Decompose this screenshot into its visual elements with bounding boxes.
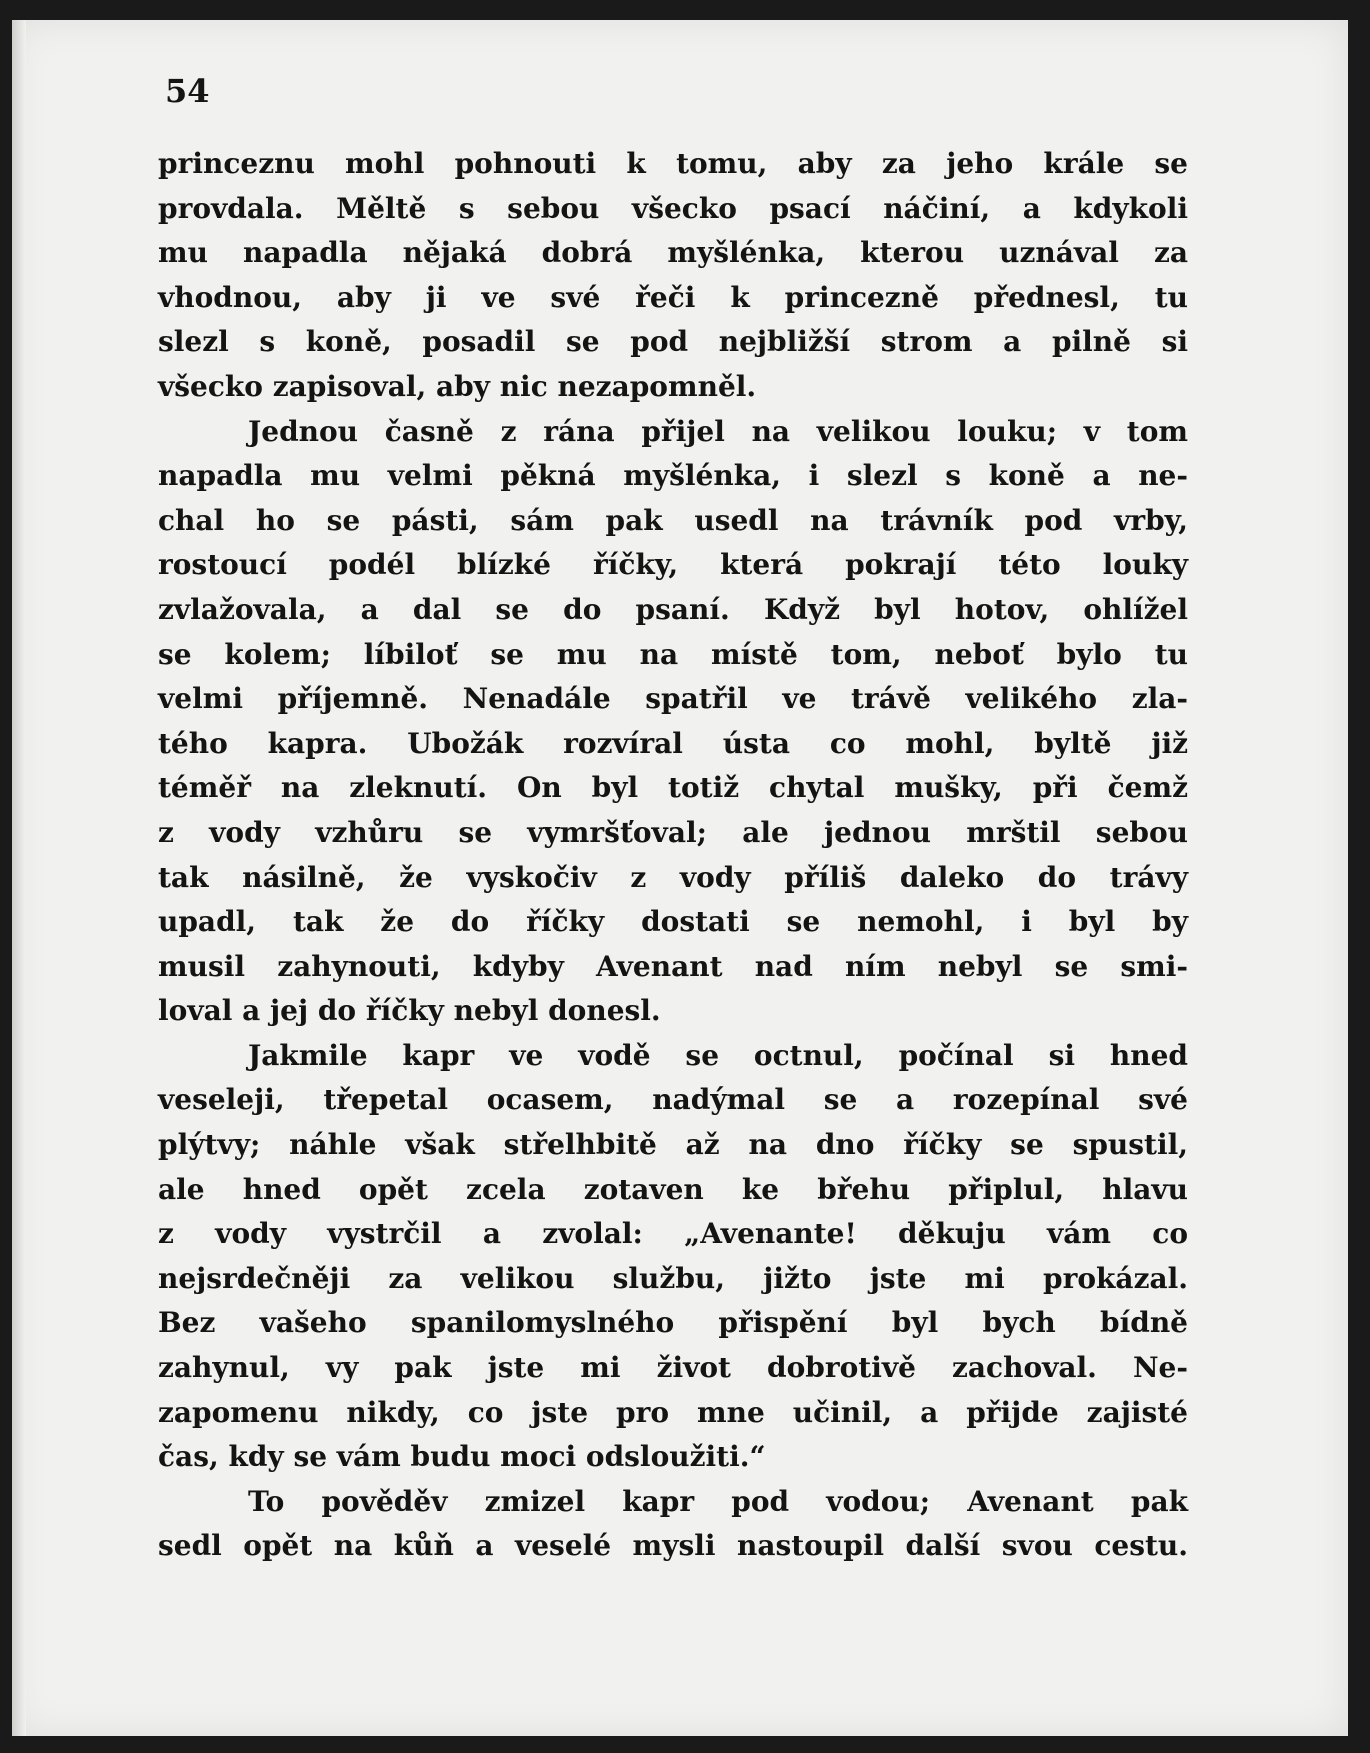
text-line: Jakmile kapr ve vodě se octnul, počínal si hned bbox=[248, 1038, 1188, 1072]
text-line: se kolem; líbiloť se mu na místě tom, neboť bylo tu bbox=[158, 637, 1188, 671]
page-edge-shadow bbox=[12, 20, 26, 1736]
text-line: To pověděv zmizel kapr pod vodou; Avenant pak bbox=[248, 1484, 1188, 1518]
text-line: zapomenu nikdy, co jste pro mne učinil, a přijde zajisté bbox=[158, 1395, 1188, 1429]
text-line: slezl s koně, posadil se pod nejbližší strom a pilně si bbox=[158, 325, 1188, 359]
text-line: tak násilně, že vyskočiv z vody příliš daleko do trávy bbox=[158, 860, 1188, 894]
text-line: čas, kdy se vám budu moci odsloužiti.“ bbox=[158, 1440, 766, 1474]
text-line: zahynul, vy pak jste mi život dobrotivě zachoval. Ne- bbox=[158, 1351, 1188, 1385]
text-line: vhodnou, aby ji ve své řeči k princezně přednesl, tu bbox=[158, 280, 1188, 314]
text-line: tého kapra. Ubožák rozvíral ústa co mohl, byltě již bbox=[158, 726, 1188, 760]
text-line: chal ho se pásti, sám pak usedl na trávník pod vrby, bbox=[158, 503, 1188, 537]
text-line: všecko zapisoval, aby nic nezapomněl. bbox=[158, 369, 757, 403]
text-line: nejsrdečněji za velikou službu, jižto jste mi prokázal. bbox=[158, 1261, 1188, 1295]
text-line: rostoucí podél blízké říčky, která pokrají této louky bbox=[158, 548, 1188, 582]
page-number: 54 bbox=[165, 72, 210, 110]
text-line: plýtvy; náhle však střelhbitě až na dno říčky se spustil, bbox=[158, 1128, 1188, 1162]
text-line: loval a jej do říčky nebyl donesl. bbox=[158, 994, 661, 1028]
text-line: musil zahynouti, kdyby Avenant nad ním nebyl se smi- bbox=[158, 949, 1188, 983]
text-line: veseleji, třepetal ocasem, nadýmal se a rozepínal své bbox=[158, 1083, 1188, 1117]
text-line: mu napadla nějaká dobrá myšlénka, kterou uznával za bbox=[158, 236, 1188, 270]
text-line: z vody vzhůru se vymršťoval; ale jednou mrštil sebou bbox=[158, 815, 1188, 849]
text-line: upadl, tak že do říčky dostati se nemohl, i byl by bbox=[158, 905, 1188, 939]
text-line: velmi příjemně. Nenadále spatřil ve trávě velikého zla- bbox=[158, 682, 1188, 716]
body-text bbox=[158, 142, 1188, 1569]
text-line: z vody vystrčil a zvolal: „Avenante! děkuju vám co bbox=[158, 1217, 1188, 1251]
text-line: téměř na zleknutí. On byl totiž chytal mušky, při čemž bbox=[158, 771, 1188, 805]
text-line: ale hned opět zcela zotaven ke břehu připlul, hlavu bbox=[158, 1172, 1188, 1206]
text-line: zvlažovala, a dal se do psaní. Když byl hotov, ohlížel bbox=[158, 592, 1188, 626]
text-line: sedl opět na kůň a veselé mysli nastoupil další svou cestu. bbox=[158, 1529, 1188, 1563]
text-line: Jednou časně z rána přijel na velikou louku; v tom bbox=[248, 414, 1188, 448]
text-line: Bez vašeho spanilomyslného přispění byl bych bídně bbox=[158, 1306, 1188, 1340]
text-line: napadla mu velmi pěkná myšlénka, i slezl s koně a ne- bbox=[158, 459, 1188, 493]
text-line: princeznu mohl pohnouti k tomu, aby za jeho krále se bbox=[158, 147, 1188, 180]
text-line: provdala. Měltě s sebou všecko psací náčiní, a kdykoli bbox=[158, 191, 1188, 225]
